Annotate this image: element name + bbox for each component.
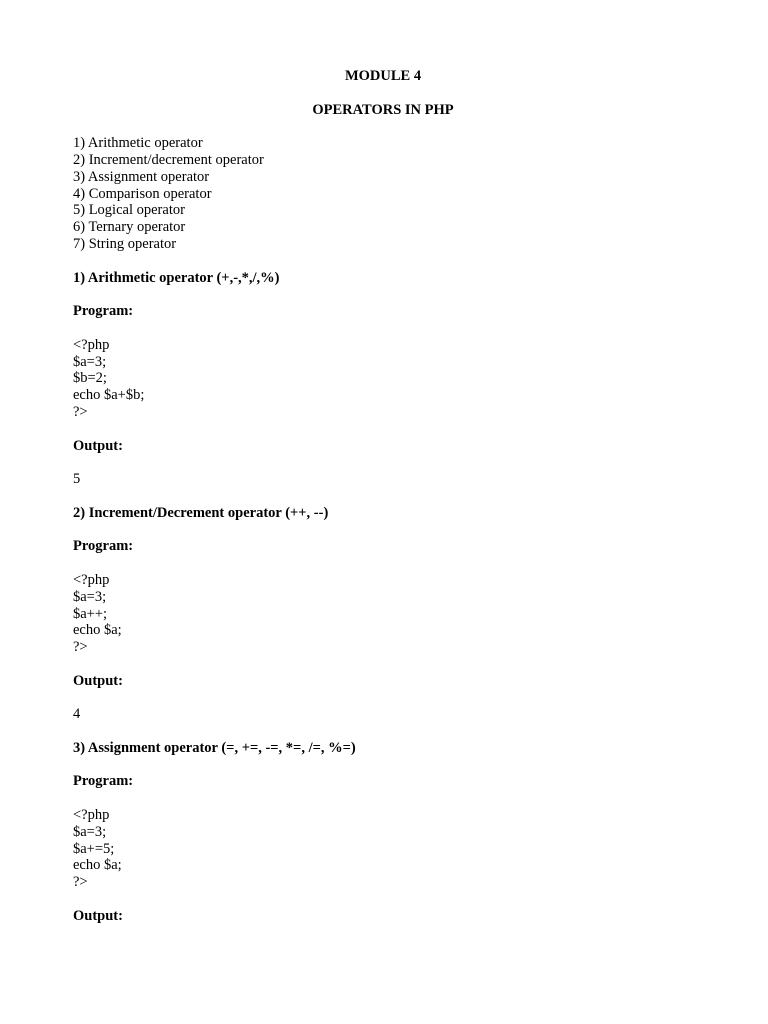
code-block [73,572,693,656]
document-title: OPERATORS IN PHP [312,101,454,118]
code-line: $b=2; [73,370,107,387]
program-label: Program: [73,538,134,555]
code-line: $a+=5; [73,840,115,857]
code-line: ?> [73,403,88,420]
section-increment-decrement [73,505,693,740]
toc-item: 1) Arithmetic operator [73,135,203,152]
code-line: <?php [73,336,110,353]
code-line: echo $a+$b; [73,387,145,404]
code-line: $a++; [73,605,108,622]
code-line: <?php [73,807,110,824]
code-block [73,807,693,891]
program-label: Program: [73,773,134,790]
code-block [73,337,693,421]
toc-item: 6) Ternary operator [73,219,186,236]
section-heading: 1) Arithmetic operator (+,-,*,/,%) [73,269,280,286]
output-value: 4 [73,706,81,723]
code-line: $a=3; [73,588,107,605]
code-line: ?> [73,639,88,656]
output-label: Output: [73,437,123,454]
toc-item: 3) Assignment operator [73,168,210,185]
document-page [73,68,693,925]
section-assignment [73,740,693,925]
module-heading: MODULE 4 [344,68,422,84]
toc-item: 5) Logical operator [73,202,185,219]
program-label: Program: [73,303,134,320]
section-arithmetic [73,270,693,505]
toc-item: 7) String operator [73,235,177,252]
toc-list [73,135,693,253]
output-label: Output: [73,672,123,689]
toc-item: 2) Increment/decrement operator [73,151,264,168]
toc-item: 4) Comparison operator [73,185,212,202]
code-line: ?> [73,874,88,891]
output-value: 5 [73,471,81,488]
code-line: echo $a; [73,622,122,639]
section-heading: 3) Assignment operator (=, +=, -=, *=, /=, %=) [73,739,356,756]
output-label: Output: [73,907,123,924]
code-line: echo $a; [73,857,122,874]
code-line: $a=3; [73,823,107,840]
code-line: <?php [73,571,110,588]
section-heading: 2) Increment/Decrement operator (++, --) [73,504,329,521]
code-line: $a=3; [73,353,107,370]
